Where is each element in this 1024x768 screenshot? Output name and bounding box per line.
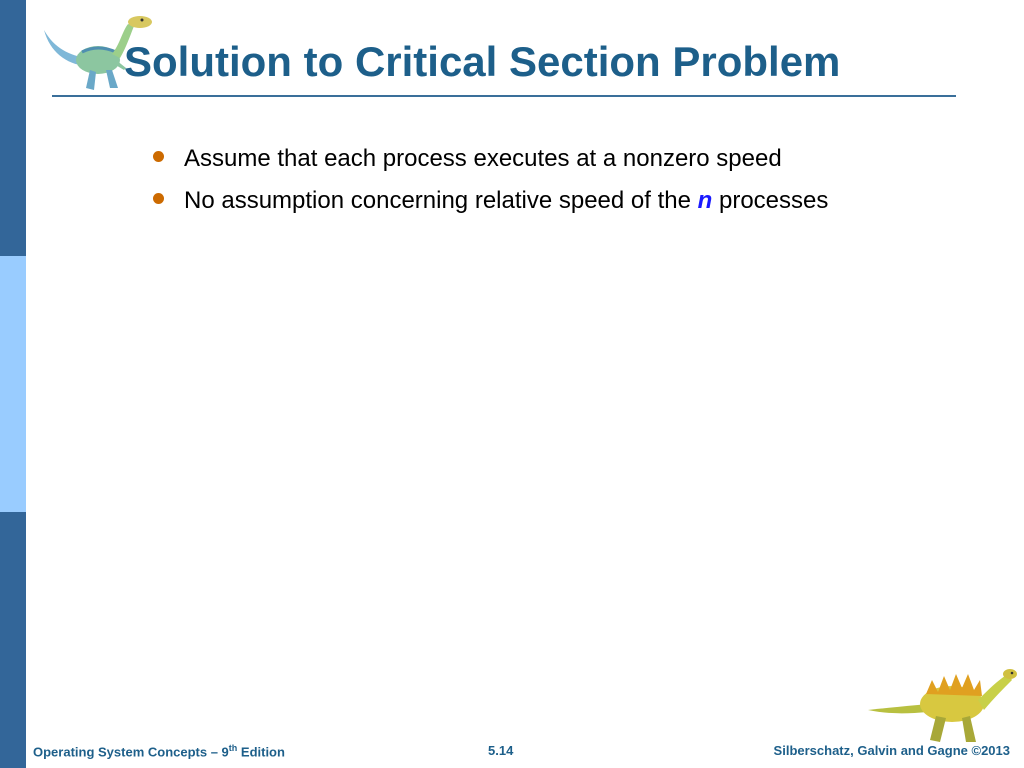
sidebar-segment-top (0, 0, 26, 256)
sidebar-segment-bottom (0, 512, 26, 768)
footer-book-prefix: Operating System Concepts – 9 (33, 744, 229, 760)
bullet-icon (153, 151, 164, 162)
footer-book-sup: th (228, 743, 238, 753)
variable-n: n (697, 187, 713, 214)
bullet-text (184, 186, 828, 216)
slide-title: Solution to Critical Section Problem (124, 38, 841, 85)
footer-book-suffix: Edition (237, 744, 285, 760)
bullet-text: Assume that each process executes at a nonzero speed (184, 145, 782, 172)
title-underline (52, 95, 956, 97)
bullet-text-after: processes (718, 187, 829, 214)
dinosaur-icon (866, 660, 1018, 750)
footer-copyright: Silberschatz, Galvin and Gagne ©2013 (773, 743, 1010, 758)
left-sidebar-bar (0, 0, 26, 768)
footer-book-title (33, 743, 285, 759)
bullet-icon (153, 193, 164, 204)
sidebar-segment-middle (0, 256, 26, 512)
bullet-text-before: No assumption concerning relative speed of the (184, 187, 691, 214)
page-number: 5.14 (488, 743, 514, 758)
